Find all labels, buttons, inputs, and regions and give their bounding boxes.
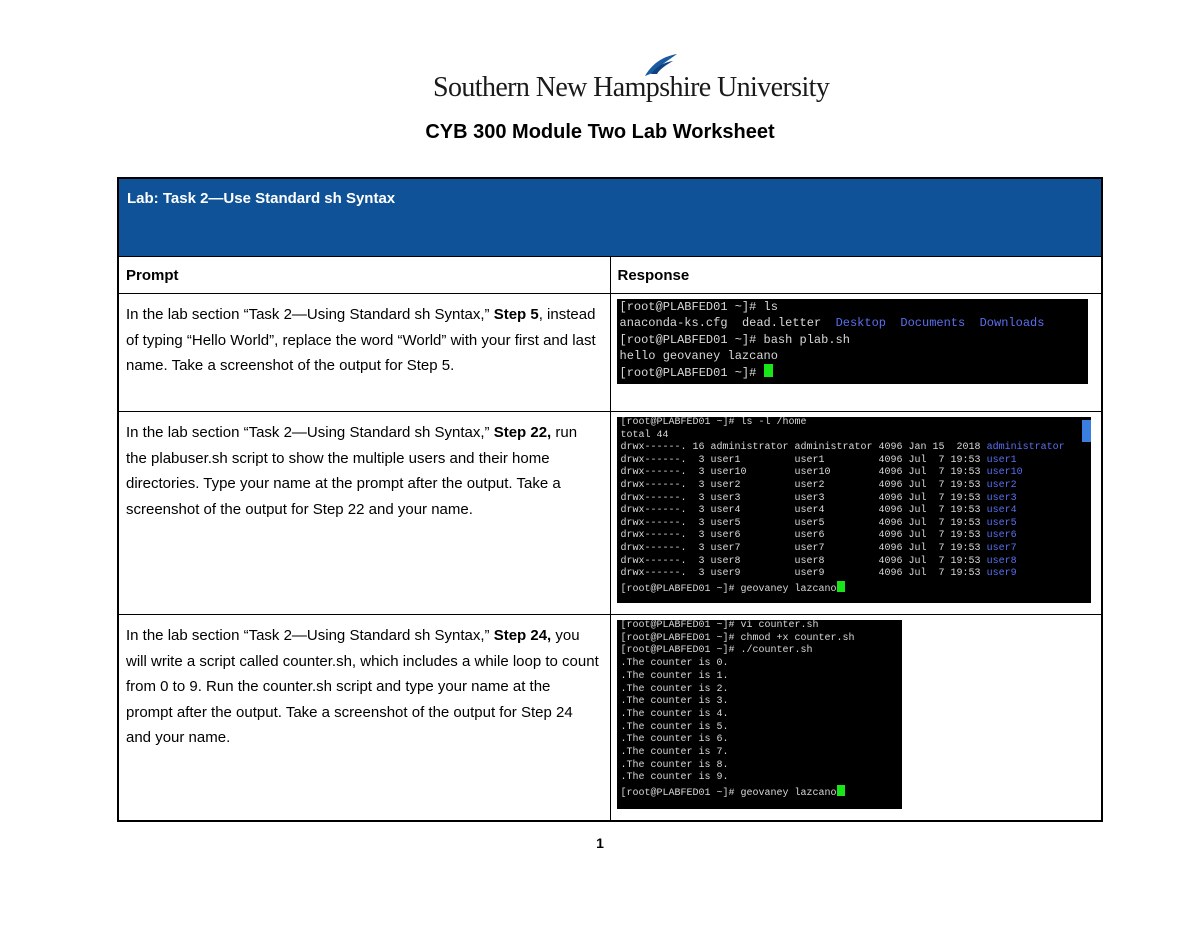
terminal-line: .The counter is 0. [620, 658, 729, 670]
terminal-line: [root@PLABFED01 ~]# ./counter.sh [620, 645, 813, 657]
university-logo [433, 52, 830, 104]
terminal-screenshot-step24: [root@PLABFED01 ~]# vi counter.sh [root@PLABFED01 ~]# chmod +x counter.sh [root@PLABFED01 ~]# ./counter.sh .The counter is 0. .The counter is 1. .The counter is 2. .The counter is 3. .The counter is 4. .The counter is 5. .The counter is 6. .The counter is 7. .The counter is 8. .The counter is 9. [root@PLABFED01 ~]# geovaney lazcano [617, 620, 902, 809]
terminal-screenshot-step22: [root@PLABFED01 ~]# ls -l /home total 44 drwx------. 16 administrator administrator 4096 Jan 15 2018 administrator drwx------. 3 user1 user1 4096 Jul 7 19:53 user1 drwx------. 3 user10 user10 4096 Jul 7 19:53 user10 drwx------. 3 user2 user2 4096 Jul 7 19:53 user2 drwx------. 3 user3 user3 4096 Jul 7 19:53 user3 drwx------. 3 user4 user4 4096 Jul 7 19:53 user4 drwx------. 3 user5 user5 4096 Jul 7 19:53 user5 drwx------. 3 user6 user6 4096 Jul 7 19:53 user6 drwx------. 3 user7 user7 4096 Jul 7 19:53 user7 drwx------. 3 user8 user8 4096 Jul 7 19:53 user8 drwx------. 3 user9 user9 4096 Jul 7 19:53 user9 [root@PLABFED01 ~]# geovaney lazcano [617, 417, 1091, 603]
cursor-block [764, 364, 773, 377]
terminal-line: drwx------. 3 user2 user2 4096 Jul 7 19:53 user2 [620, 479, 1017, 491]
terminal-line: drwx------. 16 administrator administrator 4096 Jan 15 2018 administrator [620, 442, 1065, 454]
terminal-line: .The counter is 2. [620, 683, 729, 695]
table-row [118, 412, 1102, 615]
section-title: Lab: Task 2—Use Standard sh Syntax [118, 178, 1102, 257]
page-title: CYB 300 Module Two Lab Worksheet [425, 121, 775, 143]
terminal-line: .The counter is 6. [620, 734, 729, 746]
terminal-line: drwx------. 3 user10 user10 4096 Jul 7 19:53 user10 [620, 467, 1023, 479]
prompt-text: In the lab section “Task 2—Using Standard sh Syntax,” Step 5, instead of typing “Hello World”, replace the word “World” with your first and last name. Take a screenshot of the output for Step 5. [126, 306, 596, 375]
terminal-line: drwx------. 3 user5 user5 4096 Jul 7 19:53 user5 [620, 517, 1017, 529]
prompt-text: In the lab section “Task 2—Using Standard sh Syntax,” Step 22, run the plabuser.sh script to show the multiple users and their home directories. Type your name at the prompt after the output. Take a screenshot of the output for Step 22 and your name. [126, 424, 578, 518]
response-column-header: Response [617, 267, 690, 284]
terminal-line: .The counter is 7. [620, 747, 729, 759]
table-row [118, 615, 1102, 821]
terminal-line: .The counter is 1. [620, 670, 729, 682]
terminal-line: .The counter is 8. [620, 759, 729, 771]
overlay-badge-icon [1082, 420, 1091, 442]
column-header-row [118, 257, 1102, 294]
cursor-block [837, 581, 845, 592]
terminal-line: .The counter is 3. [620, 696, 729, 708]
terminal-line: [root@PLABFED01 ~]# vi counter.sh [620, 620, 819, 631]
terminal-line: .The counter is 5. [620, 721, 729, 733]
terminal-line: .The counter is 4. [620, 708, 729, 720]
page-number: 1 [596, 835, 604, 851]
terminal-line: drwx------. 3 user9 user9 4096 Jul 7 19:53 user9 [620, 568, 1017, 580]
worksheet-table [117, 177, 1103, 822]
terminal-line: .The counter is 9. [620, 772, 729, 784]
cursor-block [837, 785, 845, 796]
terminal-line: drwx------. 3 user4 user4 4096 Jul 7 19:53 user4 [620, 505, 1017, 517]
terminal-line: drwx------. 3 user8 user8 4096 Jul 7 19:53 user8 [620, 555, 1017, 567]
prompt-text: In the lab section “Task 2—Using Standard sh Syntax,” Step 24, you will write a script called counter.sh, which includes a while loop to count from 0 to 9. Run the counter.sh script and type your name at the prompt after the output. Take a screenshot of the output for Step 24 and your name. [126, 627, 599, 747]
terminal-screenshot-step5: [root@PLABFED01 ~]# ls anaconda-ks.cfg dead.letter Desktop Documents Downloads [root@PLABFED01 ~]# bash plab.sh hello geovaney lazcano [root@PLABFED01 ~]# [617, 299, 1088, 384]
terminal-line: [root@PLABFED01 ~]# chmod +x counter.sh [620, 632, 855, 644]
terminal-line: drwx------. 3 user7 user7 4096 Jul 7 19:53 user7 [620, 542, 1017, 554]
prompt-column-header: Prompt [126, 267, 179, 284]
section-header-row [118, 178, 1102, 257]
university-name: Southern New Hampshire University [433, 72, 830, 103]
terminal-line: drwx------. 3 user6 user6 4096 Jul 7 19:53 user6 [620, 530, 1017, 542]
terminal-line: drwx------. 3 user1 user1 4096 Jul 7 19:53 user1 [620, 454, 1017, 466]
terminal-line: drwx------. 3 user3 user3 4096 Jul 7 19:53 user3 [620, 492, 1017, 504]
table-row [118, 294, 1102, 412]
